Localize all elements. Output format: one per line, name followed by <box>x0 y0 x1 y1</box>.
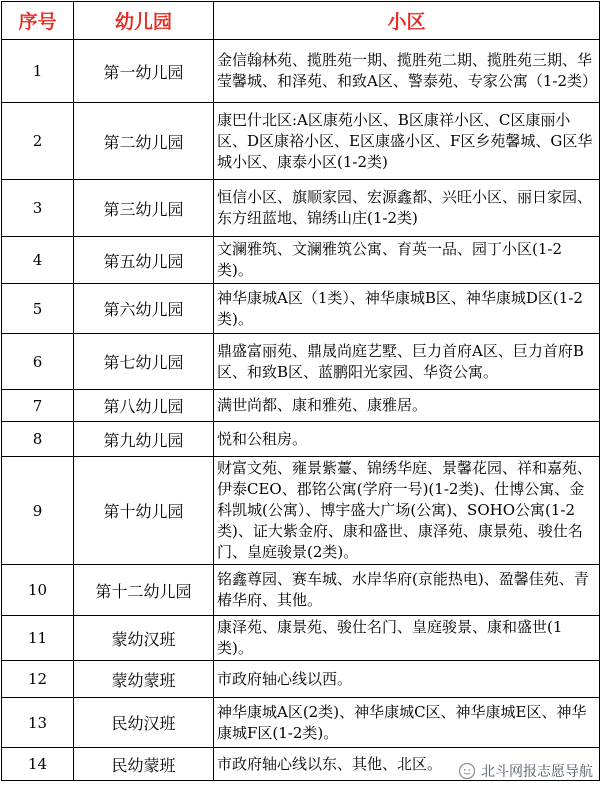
row-index: 6 <box>2 334 74 390</box>
row-community: 金信翰林苑、揽胜苑一期、揽胜苑二期、揽胜苑三期、华莹馨城、和泽苑、和致A区、警泰苑、专家公寓（1-2类） <box>214 40 600 103</box>
row-kindergarten: 蒙幼蒙班 <box>74 661 214 698</box>
row-kindergarten: 民幼蒙班 <box>74 748 214 781</box>
row-index: 7 <box>2 390 74 422</box>
row-index: 9 <box>2 457 74 565</box>
table-row <box>2 390 600 422</box>
row-kindergarten: 第一幼儿园 <box>74 40 214 103</box>
watermark-text: 北斗网报志愿导航 <box>481 764 593 780</box>
row-community: 财富文苑、雍景紫薹、锦绣华庭、景馨花园、祥和嘉苑、伊泰CEO、郡铭公寓(学府一号)(1-2类)、仕博公寓、金科凯城(公寓）、博宇盛大广场(公寓)、SOHO公寓(1-2类)、证大紫金府、康和盛世、康泽苑、康景苑、骏仕名门、皇庭骏景(2类)。 <box>214 457 600 565</box>
table-row <box>2 180 600 237</box>
row-community: 市政府轴心线以东、其他、北区。 <box>214 748 600 781</box>
row-community: 满世尚都、康和雅苑、康雅居。 <box>214 390 600 422</box>
table-row <box>2 616 600 661</box>
row-index: 11 <box>2 616 74 661</box>
row-community: 市政府轴心线以西。 <box>214 661 600 698</box>
row-community: 恒信小区、旗顺家园、宏源鑫都、兴旺小区、丽日家园、东方纽蓝地、锦绣山庄(1-2类) <box>214 180 600 237</box>
header-row <box>2 2 600 40</box>
row-index: 3 <box>2 180 74 237</box>
row-kindergarten: 第七幼儿园 <box>74 334 214 390</box>
row-community: 康巴什北区:A区康苑小区、B区康祥小区、C区康丽小区、D区康裕小区、E区康盛小区、F区乡苑馨城、G区华城小区、康泰小区(1-2类) <box>214 103 600 180</box>
header-community: 小区 <box>214 2 600 40</box>
row-kindergarten: 第十幼儿园 <box>74 457 214 565</box>
row-kindergarten: 第三幼儿园 <box>74 180 214 237</box>
table-row <box>2 565 600 616</box>
row-kindergarten: 蒙幼汉班 <box>74 616 214 661</box>
row-kindergarten: 第九幼儿园 <box>74 422 214 457</box>
header-kindergarten: 幼儿园 <box>74 2 214 40</box>
row-index: 1 <box>2 40 74 103</box>
table-row <box>2 284 600 334</box>
row-index: 2 <box>2 103 74 180</box>
row-index: 8 <box>2 422 74 457</box>
table-row <box>2 661 600 698</box>
row-kindergarten: 第二幼儿园 <box>74 103 214 180</box>
row-community: 神华康城A区(2类)、神华康城C区、神华康城E区、神华康城F区(1-2类)。 <box>214 698 600 748</box>
row-kindergarten: 民幼汉班 <box>74 698 214 748</box>
row-index: 4 <box>2 237 74 284</box>
row-community: 悦和公租房。 <box>214 422 600 457</box>
table-row <box>2 698 600 748</box>
row-index: 12 <box>2 661 74 698</box>
row-index: 5 <box>2 284 74 334</box>
kindergarten-district-table <box>1 1 600 781</box>
watermark <box>458 761 593 781</box>
table-row <box>2 237 600 284</box>
row-kindergarten: 第八幼儿园 <box>74 390 214 422</box>
row-index: 10 <box>2 565 74 616</box>
table-row <box>2 457 600 565</box>
header-index: 序号 <box>2 2 74 40</box>
row-kindergarten: 第五幼儿园 <box>74 237 214 284</box>
table-row <box>2 422 600 457</box>
row-community: 神华康城A区（1类）、神华康城B区、神华康城D区(1-2类)。 <box>214 284 600 334</box>
row-kindergarten: 第六幼儿园 <box>74 284 214 334</box>
row-community: 鼎盛富丽苑、鼎晟尚庭艺墅、巨力首府A区、巨力首府B区、和致B区、蓝鹏阳光家园、华资公寓。 <box>214 334 600 390</box>
row-community: 康泽苑、康景苑、骏仕名门、皇庭骏景、康和盛世(1类)。 <box>214 616 600 661</box>
row-kindergarten: 第十二幼儿园 <box>74 565 214 616</box>
table-row <box>2 40 600 103</box>
row-community: 铭鑫尊园、赛车城、水岸华府(京能热电)、盈馨佳苑、青椿华府、其他。 <box>214 565 600 616</box>
row-index: 13 <box>2 698 74 748</box>
row-index: 14 <box>2 748 74 781</box>
row-community: 文澜雅筑、文澜雅筑公寓、育英一品、园丁小区(1-2类)。 <box>214 237 600 284</box>
table-row <box>2 334 600 390</box>
table-row <box>2 103 600 180</box>
wechat-icon <box>458 762 476 780</box>
